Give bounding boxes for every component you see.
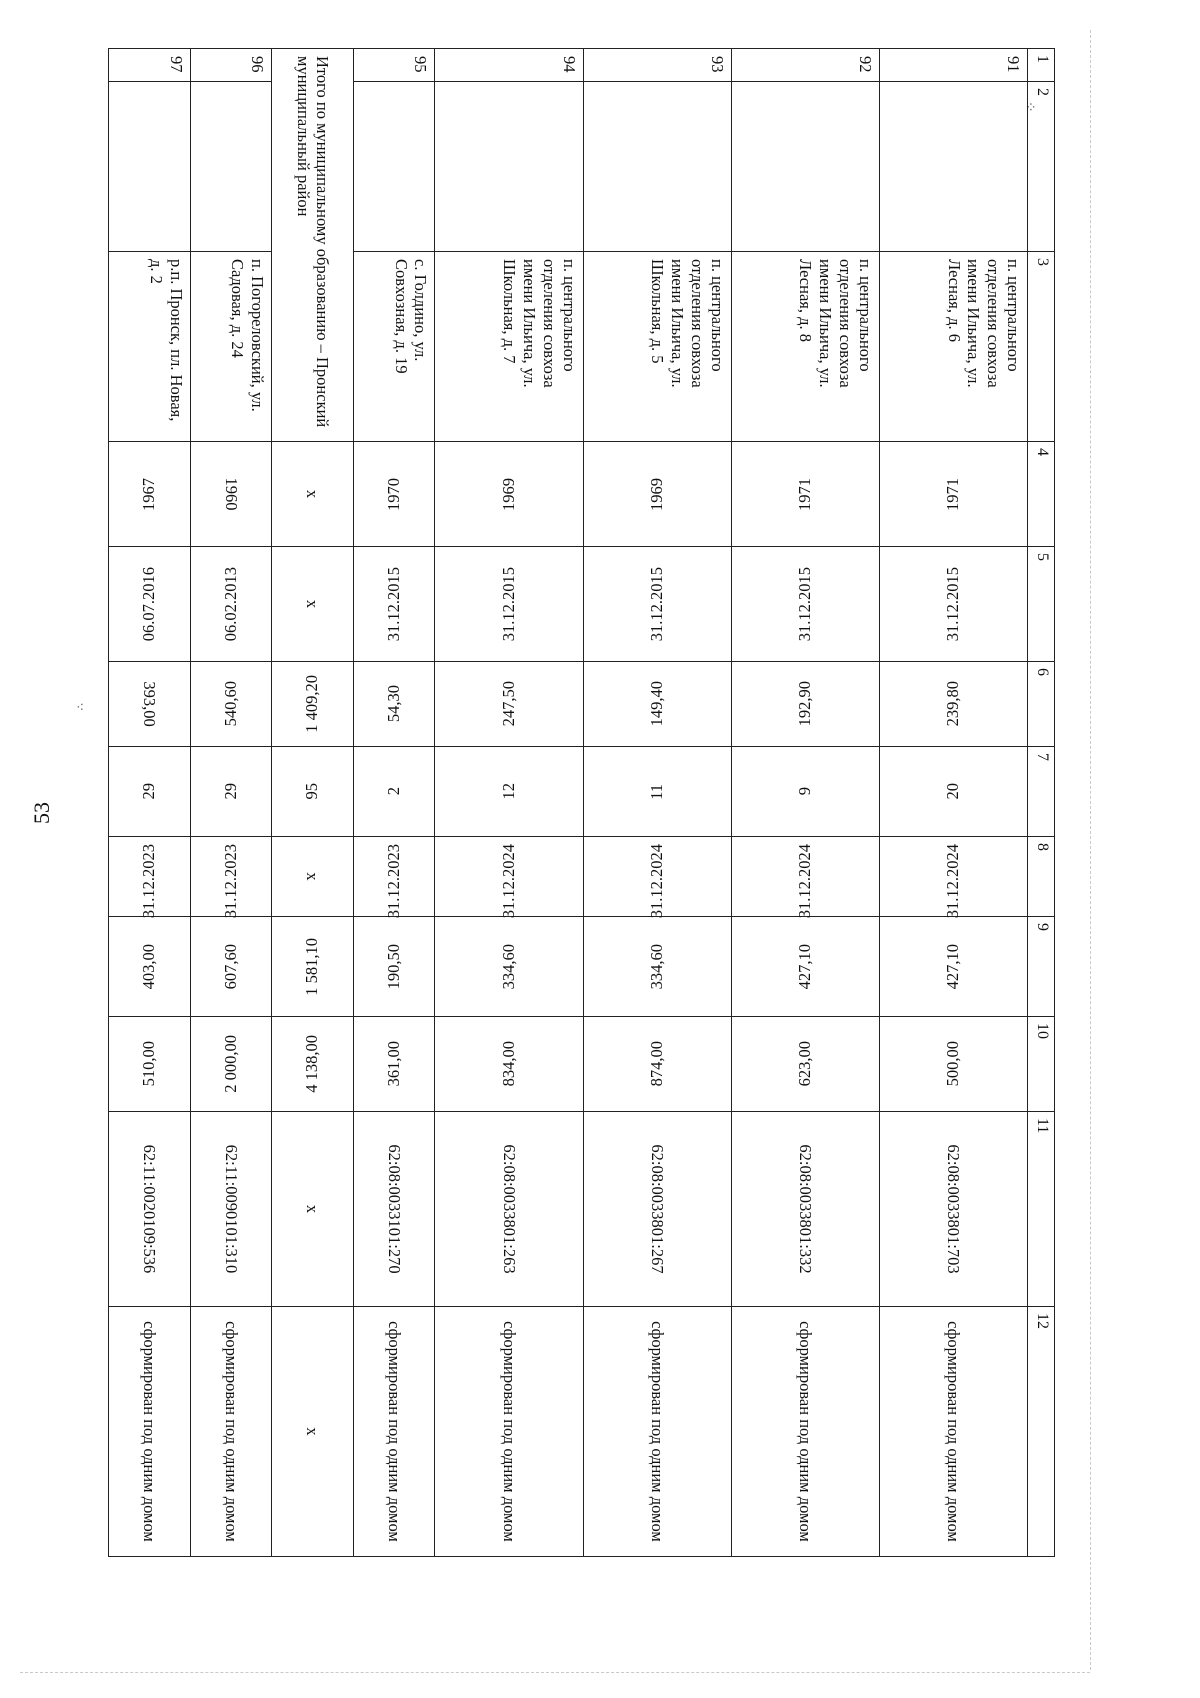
area2-value: 334,60 bbox=[647, 943, 667, 990]
area2-cell bbox=[879, 917, 1027, 1017]
count-value: 20 bbox=[943, 783, 963, 800]
land-area-cell bbox=[731, 1017, 879, 1112]
year-value: 1969 bbox=[647, 477, 667, 511]
count-cell bbox=[879, 747, 1027, 837]
address-cell: п. центрального отделения совхоза имени Ильича, ул. Школьная, д. 5 bbox=[583, 252, 731, 442]
year-cell bbox=[353, 442, 435, 547]
date-value: 31.12.2015 bbox=[384, 566, 404, 642]
year-cell bbox=[583, 442, 731, 547]
count-cell bbox=[109, 747, 191, 837]
row-number: 97 bbox=[109, 49, 191, 82]
land-area-cell bbox=[109, 1017, 191, 1112]
planned-date-value: 31.12.2024 bbox=[943, 844, 963, 919]
row-number: 95 bbox=[353, 49, 435, 82]
total-status: х bbox=[272, 1307, 354, 1557]
total-count-cell bbox=[272, 747, 354, 837]
col-header-12: 12 bbox=[1028, 1307, 1055, 1557]
count-cell bbox=[435, 747, 583, 837]
date-cell bbox=[879, 547, 1027, 662]
table-row bbox=[109, 49, 191, 1557]
address-cell: п. центрального отделения совхоза имени Ильича, ул. Лесная, д. 8 bbox=[731, 252, 879, 442]
planned-date-cell bbox=[353, 837, 435, 917]
area-cell bbox=[731, 662, 879, 747]
count-value: 9 bbox=[795, 787, 815, 796]
planned-date-value: 31.12.2023 bbox=[384, 844, 404, 919]
planned-date-cell bbox=[879, 837, 1027, 917]
land-area-cell bbox=[879, 1017, 1027, 1112]
cadastral-cell: 62:08:0033801:263 bbox=[435, 1112, 583, 1307]
status-cell: сформирован под одним домом bbox=[109, 1307, 191, 1557]
col-header-1: 1 bbox=[1028, 49, 1055, 82]
planned-date-cell bbox=[583, 837, 731, 917]
row-number: 91 bbox=[879, 49, 1027, 82]
land-area-cell bbox=[435, 1017, 583, 1112]
date-value: 31.12.2015 bbox=[795, 566, 815, 642]
table-row bbox=[583, 49, 731, 1557]
area2-cell bbox=[109, 917, 191, 1017]
area-value: 239,80 bbox=[943, 681, 963, 727]
cadastral-cell: 62:08:0033801:267 bbox=[583, 1112, 731, 1307]
area2-value: 607,60 bbox=[221, 943, 241, 990]
area-value: 149,40 bbox=[647, 681, 667, 727]
land-area-value: 500,00 bbox=[943, 1041, 963, 1087]
col-header-3: 3 bbox=[1028, 252, 1055, 442]
cadastral-cell: 62:11:0090101:310 bbox=[190, 1112, 272, 1307]
area2-value: 190,50 bbox=[384, 943, 404, 990]
cadastral-cell: 62:08:0033101:270 bbox=[353, 1112, 435, 1307]
total-area2-cell bbox=[272, 917, 354, 1017]
area2-cell bbox=[353, 917, 435, 1017]
scan-speck: ⁘ bbox=[1025, 101, 1037, 116]
col-header-7: 7 bbox=[1028, 747, 1055, 837]
land-area-value: 361,00 bbox=[384, 1041, 404, 1087]
date-value: 06.02.2013 bbox=[221, 566, 241, 642]
status-cell: сформирован под одним домом bbox=[353, 1307, 435, 1557]
cell-col2 bbox=[583, 82, 731, 252]
table-row bbox=[353, 49, 435, 1557]
status-cell: сформирован под одним домом bbox=[731, 1307, 879, 1557]
cell-col2 bbox=[435, 82, 583, 252]
count-value: 12 bbox=[499, 783, 519, 800]
area2-value: 403,00 bbox=[139, 943, 159, 990]
land-area-cell bbox=[583, 1017, 731, 1112]
col-header-8: 8 bbox=[1028, 837, 1055, 917]
year-value: 1971 bbox=[943, 477, 963, 511]
status-cell: сформирован под одним домом bbox=[583, 1307, 731, 1557]
planned-date-cell bbox=[109, 837, 191, 917]
count-cell bbox=[190, 747, 272, 837]
date-value: 31.12.2015 bbox=[943, 566, 963, 642]
area2-value: 427,10 bbox=[943, 943, 963, 990]
date-cell bbox=[190, 547, 272, 662]
date-cell bbox=[353, 547, 435, 662]
scan-border-bottom bbox=[20, 1672, 1090, 1673]
row-number: 92 bbox=[731, 49, 879, 82]
area2-cell bbox=[731, 917, 879, 1017]
area-cell bbox=[353, 662, 435, 747]
cadastral-cell: 62:08:0033801:332 bbox=[731, 1112, 879, 1307]
total-date: х bbox=[272, 547, 354, 662]
total-label: Итого по муниципальному образованию – Пронский муниципальный район bbox=[272, 49, 354, 442]
scan-speck: ⁖ bbox=[76, 701, 85, 716]
total-year: х bbox=[272, 442, 354, 547]
status-cell: сформирован под одним домом bbox=[190, 1307, 272, 1557]
total-cadastral: х bbox=[272, 1112, 354, 1307]
land-area-value: 510,00 bbox=[139, 1041, 159, 1087]
land-area-value: 834,00 bbox=[499, 1041, 519, 1087]
status-cell: сформирован под одним домом bbox=[879, 1307, 1027, 1557]
count-cell bbox=[583, 747, 731, 837]
count-cell bbox=[731, 747, 879, 837]
count-value: 29 bbox=[139, 783, 159, 800]
land-area-cell bbox=[190, 1017, 272, 1112]
area2-cell bbox=[435, 917, 583, 1017]
count-value: 11 bbox=[647, 783, 667, 800]
year-cell bbox=[435, 442, 583, 547]
area-value: 192,90 bbox=[795, 681, 815, 727]
scan-border-right bbox=[1090, 30, 1091, 1670]
cell-col2 bbox=[190, 82, 272, 252]
area-value: 540,60 bbox=[221, 681, 241, 727]
total-area-cell bbox=[272, 662, 354, 747]
rotated-table-sheet bbox=[108, 48, 1055, 1556]
area-cell bbox=[879, 662, 1027, 747]
table-row bbox=[879, 49, 1027, 1557]
date-cell bbox=[435, 547, 583, 662]
area2-cell bbox=[583, 917, 731, 1017]
cadastral-cell: 62:08:0033801:703 bbox=[879, 1112, 1027, 1307]
count-cell bbox=[353, 747, 435, 837]
total-area: 1 409,20 bbox=[302, 675, 322, 733]
total-area2: 1 581,10 bbox=[302, 937, 322, 996]
year-cell bbox=[879, 442, 1027, 547]
col-header-5: 5 bbox=[1028, 547, 1055, 662]
area-cell: 393,00 bbox=[109, 662, 191, 747]
land-area-value: 2 000,00 bbox=[221, 1035, 241, 1093]
area-cell bbox=[190, 662, 272, 747]
cell-col2 bbox=[879, 82, 1027, 252]
planned-date-value: 31.12.2024 bbox=[647, 844, 667, 919]
area-value: 247,50 bbox=[499, 681, 519, 727]
date-cell bbox=[109, 547, 191, 662]
date-value: 06.07.2016 bbox=[139, 566, 159, 642]
total-land-area-cell bbox=[272, 1017, 354, 1112]
header-row bbox=[1028, 49, 1055, 1557]
col-header-4: 4 bbox=[1028, 442, 1055, 547]
address-cell: с. Голдино, ул. Совхозная, д. 19 bbox=[353, 252, 435, 442]
table-row bbox=[731, 49, 879, 1557]
page-number: 53 bbox=[29, 802, 54, 824]
address-cell: п. центрального отделения совхоза имени Ильича, ул. Школьная, д. 7 bbox=[435, 252, 583, 442]
col-header-6: 6 bbox=[1028, 662, 1055, 747]
year-cell bbox=[731, 442, 879, 547]
date-cell bbox=[583, 547, 731, 662]
land-area-value: 623,00 bbox=[795, 1041, 815, 1087]
area2-value: 334,60 bbox=[499, 943, 519, 990]
planned-date-value: 31.12.2024 bbox=[499, 844, 519, 919]
address-cell: р.п. Пронск, пл. Новая, д. 2 bbox=[109, 252, 191, 442]
area-cell bbox=[435, 662, 583, 747]
row-number: 96 bbox=[190, 49, 272, 82]
planned-date-cell bbox=[731, 837, 879, 917]
table-row bbox=[190, 49, 272, 1557]
address-cell: п. центрального отделения совхоза имени Ильича, ул. Лесная, д. 6 bbox=[879, 252, 1027, 442]
land-area-value: 874,00 bbox=[647, 1041, 667, 1087]
row-number: 94 bbox=[435, 49, 583, 82]
address-cell: п. Погореловский, ул. Садовая, д. 24 bbox=[190, 252, 272, 442]
year-cell: 1960 bbox=[190, 442, 272, 547]
planned-date-value: 31.12.2023 bbox=[139, 844, 159, 919]
planned-date-value: 31.12.2024 bbox=[795, 844, 815, 919]
col-header-2: 2 bbox=[1028, 82, 1055, 252]
total-count: 95 bbox=[302, 783, 322, 800]
year-value: 1969 bbox=[499, 477, 519, 511]
area2-cell bbox=[190, 917, 272, 1017]
cell-col2 bbox=[353, 82, 435, 252]
planned-date-cell bbox=[190, 837, 272, 917]
land-area-cell bbox=[353, 1017, 435, 1112]
area2-value: 427,10 bbox=[795, 943, 815, 990]
planned-date-value: 31.12.2023 bbox=[221, 844, 241, 919]
col-header-10: 10 bbox=[1028, 1017, 1055, 1112]
year-value: 1967 bbox=[139, 477, 159, 511]
cell-col2 bbox=[731, 82, 879, 252]
col-header-9: 9 bbox=[1028, 917, 1055, 1017]
status-cell: сформирован под одним домом bbox=[435, 1307, 583, 1557]
total-row bbox=[272, 49, 354, 1557]
area-value: 54,30 bbox=[384, 685, 404, 723]
date-cell bbox=[731, 547, 879, 662]
planned-date-cell bbox=[435, 837, 583, 917]
table-row bbox=[435, 49, 583, 1557]
total-planned-date: х bbox=[272, 837, 354, 917]
year-value: 1970 bbox=[384, 477, 404, 511]
cadastral-cell: 62:11:0020109:536 bbox=[109, 1112, 191, 1307]
total-land-area: 4 138,00 bbox=[302, 1035, 322, 1093]
row-number: 93 bbox=[583, 49, 731, 82]
year-cell bbox=[109, 442, 191, 547]
count-value: 29 bbox=[221, 783, 241, 800]
date-value: 31.12.2015 bbox=[647, 566, 667, 642]
col-header-11: 11 bbox=[1028, 1112, 1055, 1307]
date-value: 31.12.2015 bbox=[499, 566, 519, 642]
cell-col2 bbox=[109, 82, 191, 252]
year-value: 1971 bbox=[795, 477, 815, 511]
count-value: 2 bbox=[384, 787, 404, 796]
property-table bbox=[108, 48, 1055, 1557]
area-cell bbox=[583, 662, 731, 747]
